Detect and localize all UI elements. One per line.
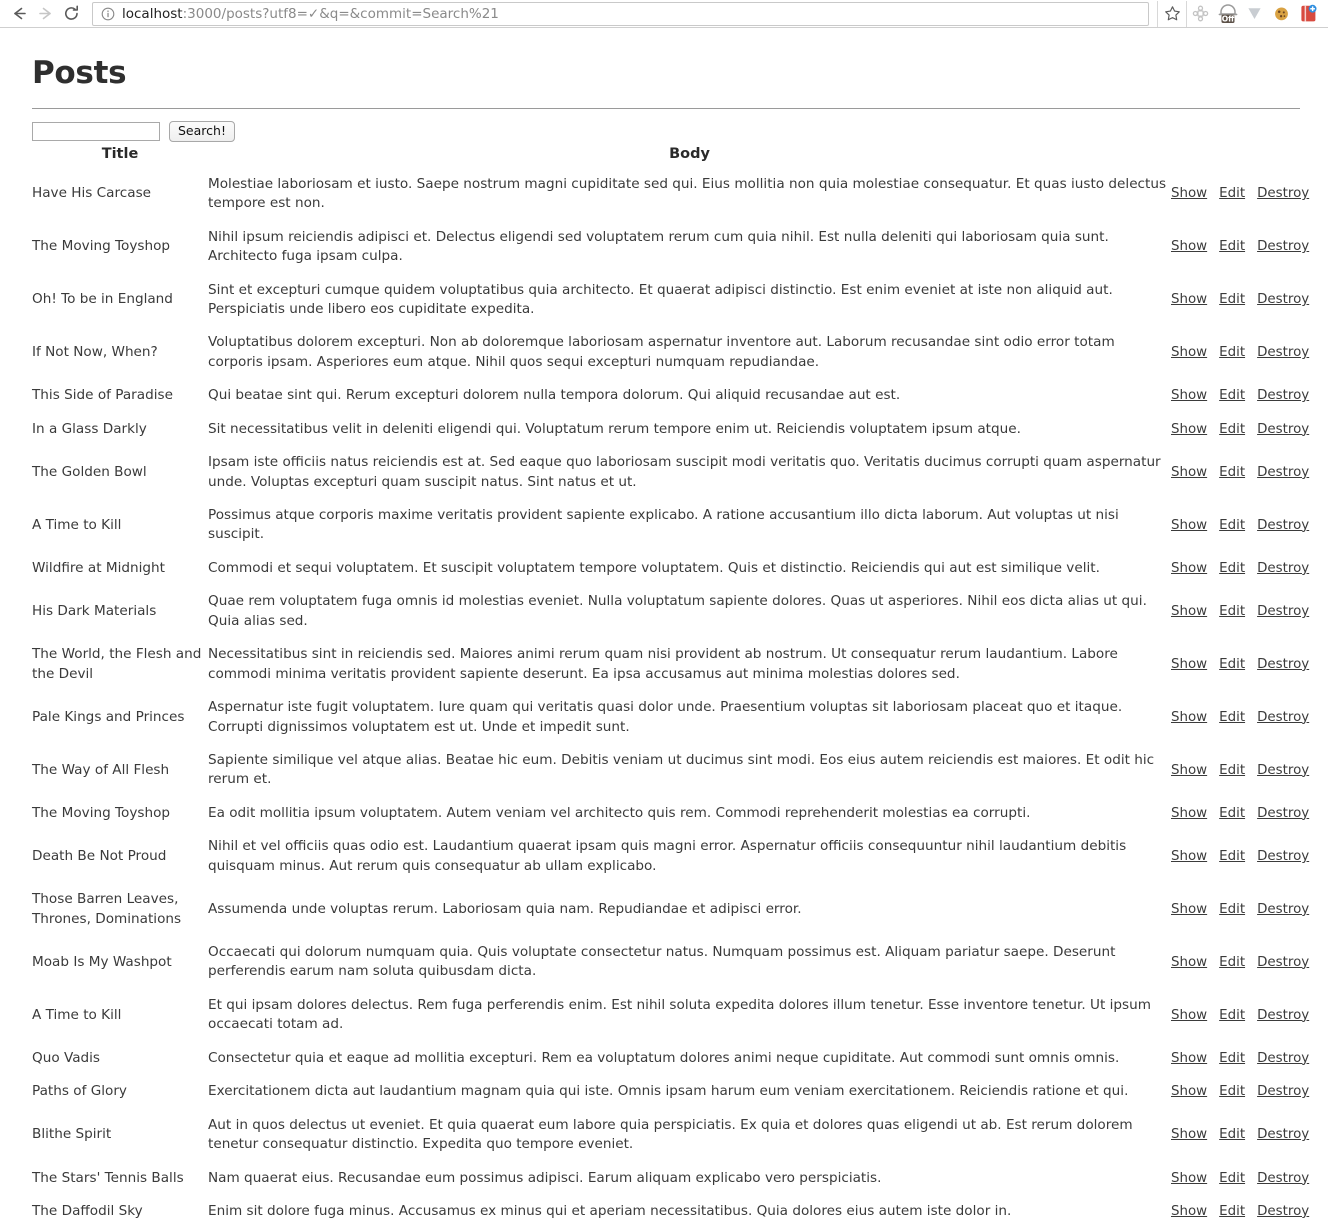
show-link[interactable]: Show	[1171, 848, 1208, 864]
post-actions-cell	[1171, 1162, 1310, 1195]
post-title-cell: Wildfire at Midnight	[32, 559, 165, 576]
post-body-cell: Aspernatur iste fugit voluptatem. Iure quam qui veritatis quasi dolor unde. Praesentium voluptas sit laboriosam placeat quo et itaque. Corrupti dignissimos voluptatem est ut. Unde et impedit sunt.	[208, 699, 1123, 735]
table-row	[32, 936, 1297, 989]
post-title-cell: A Time to Kill	[32, 1006, 122, 1023]
show-link[interactable]: Show	[1171, 901, 1208, 917]
table-header-row	[32, 142, 1297, 168]
column-header-actions	[1171, 142, 1297, 168]
edit-link[interactable]: Edit	[1219, 954, 1246, 970]
post-body-cell: Exercitationem dicta aut laudantium magnam quia qui iste. Omnis ipsam harum eum veniam exercitationem. Reiciendis ratione et qui.	[208, 1083, 1129, 1100]
edit-link[interactable]: Edit	[1219, 421, 1246, 437]
post-actions-cell	[1171, 585, 1310, 638]
table-row	[32, 638, 1297, 691]
destroy-link[interactable]: Destroy	[1257, 604, 1310, 620]
edit-link[interactable]: Edit	[1219, 517, 1246, 533]
post-title-cell: This Side of Paradise	[32, 387, 173, 404]
table-row	[32, 989, 1297, 1042]
post-title-cell: The Moving Toyshop	[32, 804, 171, 821]
table-row	[32, 1162, 1297, 1195]
edit-link[interactable]: Edit	[1219, 762, 1246, 778]
book-add-icon[interactable]	[1295, 1, 1322, 27]
show-link[interactable]: Show	[1171, 1084, 1208, 1100]
cookie-icon[interactable]	[1268, 1, 1295, 27]
post-actions-cell	[1171, 936, 1310, 989]
show-link[interactable]: Show	[1171, 292, 1208, 308]
destroy-link[interactable]: Destroy	[1257, 656, 1310, 672]
post-actions-cell	[1171, 1195, 1310, 1228]
destroy-link[interactable]: Destroy	[1257, 1170, 1310, 1186]
destroy-link[interactable]: Destroy	[1257, 292, 1310, 308]
table-row	[32, 499, 1297, 552]
show-link[interactable]: Show	[1171, 1050, 1208, 1066]
edit-link[interactable]: Edit	[1219, 1084, 1246, 1100]
destroy-link[interactable]: Destroy	[1257, 239, 1310, 255]
post-body-cell: Commodi et sequi voluptatem. Et suscipit voluptatem tempore voluptatem. Quis et distinctio. Reiciendis qui aut est similique velit.	[208, 559, 1100, 576]
post-title-cell: Pale Kings and Princes	[32, 708, 185, 725]
edit-link[interactable]: Edit	[1219, 1127, 1246, 1143]
column-header-title: Title	[101, 145, 139, 162]
post-actions-cell	[1171, 797, 1310, 830]
destroy-link[interactable]: Destroy	[1257, 1203, 1310, 1219]
show-link[interactable]: Show	[1171, 388, 1208, 404]
edit-link[interactable]: Edit	[1219, 848, 1246, 864]
table-row	[32, 552, 1297, 585]
destroy-link[interactable]: Destroy	[1257, 1127, 1310, 1143]
show-link[interactable]: Show	[1171, 762, 1208, 778]
edit-link[interactable]: Edit	[1219, 805, 1246, 821]
edit-link[interactable]: Edit	[1219, 388, 1246, 404]
post-title-cell: The Way of All Flesh	[32, 761, 170, 778]
table-row	[32, 326, 1297, 379]
show-link[interactable]: Show	[1171, 345, 1208, 361]
post-body-cell: Consectetur quia et eaque ad mollitia excepturi. Rem ea voluptatum dolores animi neque cupiditate. Aut commodi sunt omnis omnis.	[208, 1049, 1120, 1066]
show-link[interactable]: Show	[1171, 517, 1208, 533]
post-body-cell: Nihil ipsum reiciendis adipisci et. Delectus eligendi sed voluptatem rerum cum quia nihil. Est nulla deleniti qui laboriosam quia sunt. Architecto fuga ipsam culpa.	[208, 228, 1109, 265]
table-row	[32, 274, 1297, 327]
post-actions-cell	[1171, 552, 1310, 585]
post-body-cell: Occaecati qui dolorum numquam quia. Quis voluptate consectetur natus. Numquam possimus est. Aliquam pariatur saepe. Deserunt perferendis earum nam soluta quibusdam dicta.	[208, 944, 1116, 980]
bookmark-star-icon[interactable]	[1157, 1, 1187, 27]
title-divider	[32, 108, 1300, 109]
post-title-cell: Those Barren Leaves, Thrones, Dominations	[32, 891, 182, 927]
post-body-cell: Sapiente similique vel atque alias. Beatae hic eum. Debitis veniam ut ducimus sint modi. Eos eius autem reiciendis est maiores. Et odit hic rerum et.	[208, 751, 1155, 788]
destroy-link[interactable]: Destroy	[1257, 1007, 1310, 1023]
table-row	[32, 168, 1297, 221]
destroy-link[interactable]: Destroy	[1257, 560, 1310, 576]
edit-link[interactable]: Edit	[1219, 1203, 1246, 1219]
edit-link[interactable]: Edit	[1219, 1007, 1246, 1023]
show-link[interactable]: Show	[1171, 1127, 1208, 1143]
table-row	[32, 830, 1297, 883]
post-body-cell: Voluptatibus dolorem excepturi. Non ab doloremque laboriosam aspernatur inventore aut. Laborum recusandae sint odio error totam corporis ipsam. Asperiores eum atque. Nihil quos sequi excepturi numquam repudiandae.	[208, 334, 1115, 370]
destroy-link[interactable]: Destroy	[1257, 186, 1310, 202]
post-actions-cell	[1171, 830, 1310, 883]
post-body-cell: Sit necessitatibus velit in deleniti eligendi qui. Voluptatum rerum tempore enim ut. Reiciendis voluptatem ipsum atque.	[208, 420, 1021, 437]
post-body-cell: Ipsam iste officiis natus reiciendis est at. Sed eaque quo laboriosam suscipit modi veritatis quo. Veritatis ducimus corrupti quam aspernatur unde. Voluptas excepturi quam suscipit natus. Sint natus et ut.	[208, 454, 1161, 490]
post-body-cell: Quae rem voluptatem fuga omnis id molestias eveniet. Nulla voluptatum sapiente dolores. Quas ut asperiores. Nihil eos dicta alias ut qui. Quia alias sed.	[208, 593, 1147, 629]
browser-toolbar	[0, 0, 1328, 28]
puzzle-extension-icon[interactable]	[1187, 1, 1214, 27]
destroy-link[interactable]: Destroy	[1257, 1084, 1310, 1100]
edit-link[interactable]: Edit	[1219, 239, 1246, 255]
table-row	[32, 691, 1297, 744]
post-body-cell: Molestiae laboriosam et iusto. Saepe nostrum magni cupiditate sed qui. Eius mollitia non quia molestiae consequatur. Et quas iusto delectus tempore est non.	[208, 175, 1167, 212]
show-link[interactable]: Show	[1171, 1203, 1208, 1219]
show-link[interactable]: Show	[1171, 954, 1208, 970]
show-link[interactable]: Show	[1171, 186, 1208, 202]
column-header-body: Body	[669, 145, 710, 162]
post-title-cell: Quo Vadis	[32, 1049, 101, 1066]
table-row	[32, 1195, 1297, 1228]
post-actions-cell	[1171, 989, 1310, 1042]
post-actions-cell	[1171, 413, 1310, 446]
show-link[interactable]: Show	[1171, 604, 1208, 620]
destroy-link[interactable]: Destroy	[1257, 954, 1310, 970]
url-text	[122, 6, 499, 22]
search-form	[32, 121, 1328, 142]
post-body-cell: Aut in quos delectus ut eveniet. Et quia quaerat eum labore quia perspiciatis. Ex quia et dolores quas eligendi ut ab. Est rerum dolorem tenetur consequatur distinctio. Expedita quo tempore eveniet.	[208, 1116, 1133, 1153]
post-body-cell: Et qui ipsam dolores delectus. Rem fuga perferendis enim. Est nihil soluta expedita dolores illum tenetur. Esse inventore tenetur. Ut ipsum occaecati totam ad.	[208, 996, 1151, 1033]
post-title-cell: If Not Now, When?	[32, 344, 158, 361]
posts-table-body	[32, 168, 1310, 1228]
edit-link[interactable]: Edit	[1219, 901, 1246, 917]
post-title-cell: Blithe Spirit	[32, 1126, 112, 1143]
post-title-cell: In a Glass Darkly	[32, 420, 147, 437]
post-title-cell: The Golden Bowl	[32, 463, 147, 480]
table-row	[32, 221, 1297, 274]
search-button[interactable]: Search!	[169, 121, 235, 142]
svg-text:Off: Off	[1221, 14, 1234, 24]
post-title-cell: His Dark Materials	[32, 603, 157, 620]
post-title-cell: Have His Carcase	[32, 185, 152, 202]
post-actions-cell	[1171, 379, 1310, 412]
table-row	[32, 797, 1297, 830]
post-actions-cell	[1171, 638, 1310, 691]
edit-link[interactable]: Edit	[1219, 709, 1246, 725]
edit-link[interactable]: Edit	[1219, 560, 1246, 576]
destroy-link[interactable]: Destroy	[1257, 762, 1310, 778]
destroy-link[interactable]: Destroy	[1257, 709, 1310, 725]
destroy-link[interactable]: Destroy	[1257, 421, 1310, 437]
table-row	[32, 379, 1297, 412]
post-actions-cell	[1171, 691, 1310, 744]
edit-link[interactable]: Edit	[1219, 186, 1246, 202]
show-link[interactable]: Show	[1171, 1007, 1208, 1023]
destroy-link[interactable]: Destroy	[1257, 388, 1310, 404]
post-actions-cell	[1171, 883, 1310, 936]
table-row	[32, 413, 1297, 446]
edit-link[interactable]: Edit	[1219, 604, 1246, 620]
show-link[interactable]: Show	[1171, 464, 1208, 480]
post-actions-cell	[1171, 499, 1310, 552]
edit-link[interactable]: Edit	[1219, 345, 1246, 361]
edit-link[interactable]: Edit	[1219, 464, 1246, 480]
post-actions-cell	[1171, 744, 1310, 797]
post-title-cell: Moab Is My Washpot	[32, 953, 172, 970]
table-row	[32, 883, 1297, 936]
search-input[interactable]	[32, 122, 160, 141]
post-body-cell: Qui beatae sint qui. Rerum excepturi dolorem nulla tempora dolorum. Qui aliquid recusandae aut est.	[208, 387, 901, 404]
address-bar[interactable]	[92, 2, 1149, 26]
post-actions-cell	[1171, 446, 1310, 499]
edit-link[interactable]: Edit	[1219, 292, 1246, 308]
page-info-icon[interactable]	[101, 7, 115, 21]
url-path: :3000/posts?utf8=✓&q=&commit=Search%21	[182, 5, 499, 22]
post-body-cell: Assumenda unde voluptas rerum. Laboriosam quia nam. Repudiandae et adipisci error.	[208, 900, 802, 917]
table-row	[32, 1042, 1297, 1075]
table-row	[32, 585, 1297, 638]
table-row	[32, 744, 1297, 797]
post-body-cell: Enim sit dolore fuga minus. Accusamus ex minus qui et aperiam necessitatibus. Quia dolores eius autem iste dolor in.	[208, 1202, 1012, 1219]
post-actions-cell	[1171, 1042, 1310, 1075]
post-title-cell: A Time to Kill	[32, 516, 122, 533]
edit-link[interactable]: Edit	[1219, 1050, 1246, 1066]
show-link[interactable]: Show	[1171, 421, 1208, 437]
post-actions-cell	[1171, 1075, 1310, 1108]
show-link[interactable]: Show	[1171, 560, 1208, 576]
post-title-cell: Paths of Glory	[32, 1083, 127, 1100]
post-actions-cell	[1171, 326, 1310, 379]
post-title-cell: The Moving Toyshop	[32, 238, 171, 255]
destroy-link[interactable]: Destroy	[1257, 805, 1310, 821]
post-actions-cell	[1171, 168, 1310, 221]
post-actions-cell	[1171, 274, 1310, 327]
destroy-link[interactable]: Destroy	[1257, 345, 1310, 361]
post-title-cell: The Daffodil Sky	[32, 1202, 143, 1219]
edit-link[interactable]: Edit	[1219, 656, 1246, 672]
show-link[interactable]: Show	[1171, 805, 1208, 821]
post-title-cell: Oh! To be in England	[32, 291, 173, 308]
post-title-cell: Death Be Not Proud	[32, 847, 167, 864]
show-link[interactable]: Show	[1171, 1170, 1208, 1186]
back-arrow-icon[interactable]	[6, 2, 32, 26]
forward-arrow-icon	[32, 2, 58, 26]
adblock-off-icon[interactable]	[1214, 1, 1241, 27]
post-title-cell: The Stars' Tennis Balls	[32, 1169, 184, 1186]
page-content	[0, 55, 1328, 1228]
page-title: Posts	[32, 55, 127, 91]
destroy-link[interactable]: Destroy	[1257, 901, 1310, 917]
post-body-cell: Ea odit mollitia ipsum voluptatem. Autem veniam vel architecto quis rem. Commodi reprehenderit molestias ea corrupti.	[208, 804, 1031, 821]
show-link[interactable]: Show	[1171, 656, 1208, 672]
post-body-cell: Nihil et vel officiis quas odio est. Laudantium quaerat ipsam quis magni error. Aspernatur officiis consequuntur nihil laudantium debitis quisquam minus. Aut rerum quis consequatur ab ullam explicabo.	[208, 838, 1127, 874]
show-link[interactable]: Show	[1171, 239, 1208, 255]
reload-icon[interactable]	[58, 2, 84, 26]
destroy-link[interactable]: Destroy	[1257, 848, 1310, 864]
post-title-cell: The World, the Flesh and the Devil	[32, 646, 202, 682]
destroy-link[interactable]: Destroy	[1257, 464, 1310, 480]
post-body-cell: Necessitatibus sint in reiciendis sed. Maiores animi rerum quam nisi provident ab nostrum. Ut consequatur rerum laudantium. Labore commodi minima veritatis provident sapiente deserunt. Ea ipsa accusamus aut minima molestias dolores sed.	[208, 646, 1118, 682]
table-row	[32, 1075, 1297, 1108]
posts-table-head	[32, 142, 1297, 168]
extension-icons	[1187, 1, 1322, 27]
posts-table	[32, 142, 1310, 1228]
v-chevron-icon[interactable]	[1241, 1, 1268, 27]
show-link[interactable]: Show	[1171, 709, 1208, 725]
table-row	[32, 446, 1297, 499]
table-row	[32, 1109, 1297, 1162]
edit-link[interactable]: Edit	[1219, 1170, 1246, 1186]
url-host: localhost	[122, 5, 183, 22]
post-body-cell: Sint et excepturi cumque quidem voluptatibus quia architecto. Et quaerat adipisci distinctio. Est enim eveniet at iste non aliquid aut. Perspiciatis unde libero eos cupiditate expedita.	[208, 281, 1113, 317]
destroy-link[interactable]: Destroy	[1257, 1050, 1310, 1066]
post-body-cell: Nam quaerat eius. Recusandae eum possimus adipisci. Earum aliquam explicabo vero perspiciatis.	[208, 1169, 882, 1186]
post-body-cell: Possimus atque corporis maxime veritatis provident sapiente explicabo. A ratione accusantium illo dicta laborum. Aut voluptas ut nisi suscipit.	[208, 507, 1119, 543]
post-actions-cell	[1171, 1109, 1310, 1162]
destroy-link[interactable]: Destroy	[1257, 517, 1310, 533]
post-actions-cell	[1171, 221, 1310, 274]
